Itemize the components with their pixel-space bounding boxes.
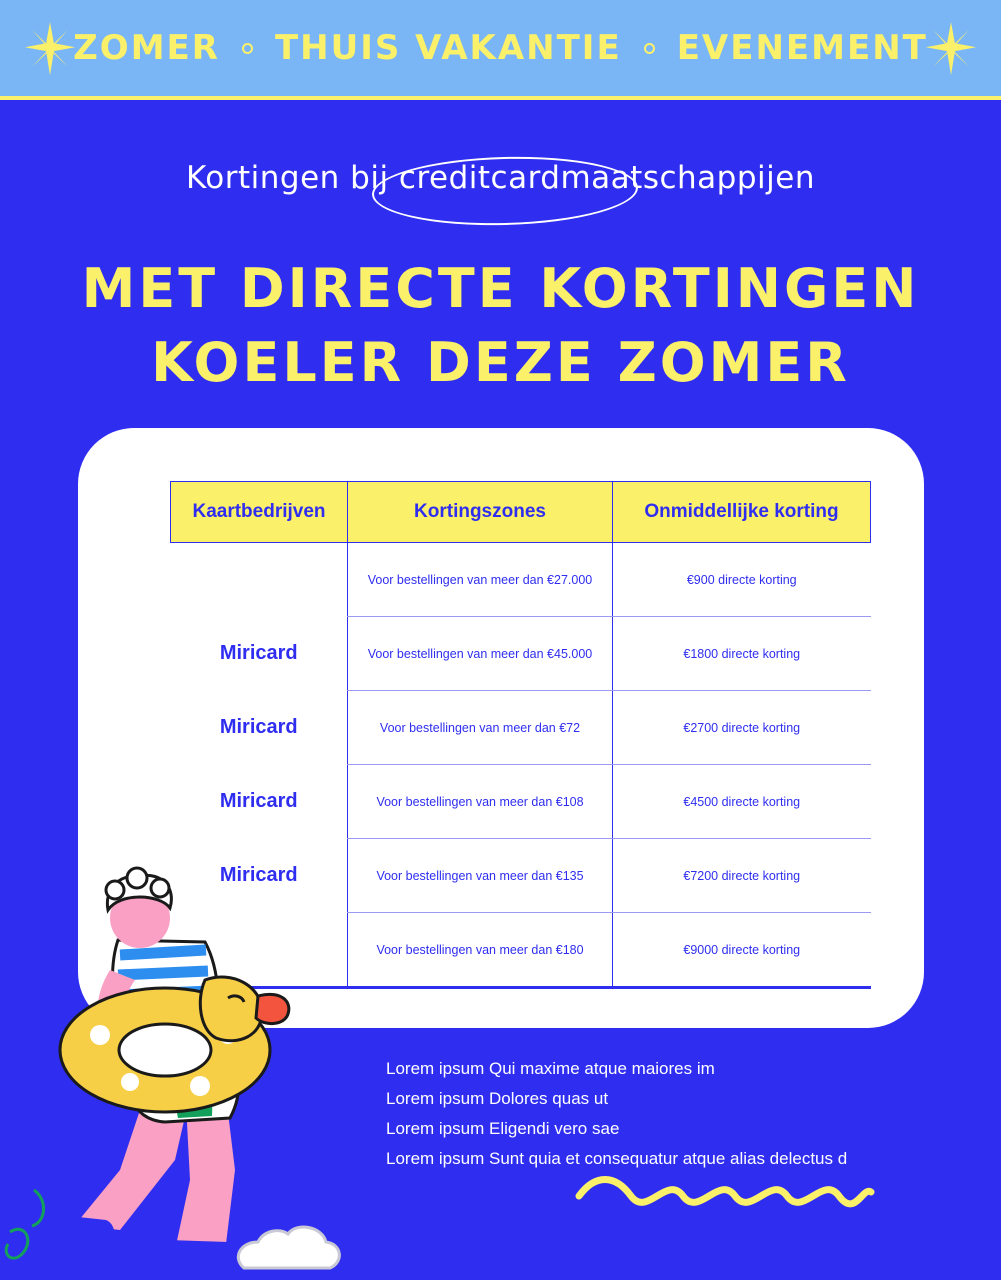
cell-zone: Voor bestellingen van meer dan €45.000 <box>348 617 613 691</box>
cell-zone: Voor bestellingen van meer dan €72 <box>348 691 613 765</box>
banner-separator-dot-2 <box>644 43 655 54</box>
cell-company: Miricard <box>219 642 298 664</box>
cell-discount: €4500 directe korting <box>613 765 871 839</box>
note-line: Lorem ipsum Eligendi vero sae <box>386 1119 620 1138</box>
headline-line-2: KOELER DEZE ZOMER <box>151 331 850 394</box>
banner-words <box>73 28 928 68</box>
column-header-discount: Onmiddellijke korting <box>613 482 871 543</box>
notes-list <box>386 1054 946 1174</box>
cell-discount: €9000 directe korting <box>613 913 871 988</box>
sparkle-icon-left <box>22 22 78 78</box>
cell-zone: Voor bestellingen van meer dan €27.000 <box>348 543 613 617</box>
banner-word-2: THUIS VAKANTIE <box>274 28 622 68</box>
cell-zone: Voor bestellingen van meer dan €180 <box>348 913 613 988</box>
banner-word-3: EVENEMENT <box>676 28 928 68</box>
banner-separator-dot-1 <box>242 43 253 54</box>
banner-word-1: ZOMER <box>73 28 220 68</box>
cell-zone: Voor bestellingen van meer dan €135 <box>348 839 613 913</box>
cell-zone: Voor bestellingen van meer dan €108 <box>348 765 613 839</box>
cell-discount: €1800 directe korting <box>613 617 871 691</box>
table-row <box>171 617 871 691</box>
subtitle-script: Kortingen bij creditcardmaatschappijen <box>186 160 815 196</box>
column-header-company: Kaartbedrijven <box>171 482 348 543</box>
sparkle-icon-right <box>923 22 979 78</box>
cell-discount: €2700 directe korting <box>613 691 871 765</box>
illustration-person-with-duck-float <box>0 830 400 1280</box>
column-header-zone: Kortingszones <box>348 482 613 543</box>
squiggle-underline <box>575 1172 875 1208</box>
table-row <box>171 691 871 765</box>
cell-discount: €7200 directe korting <box>613 839 871 913</box>
cell-company: Miricard <box>219 716 298 738</box>
table-row <box>171 765 871 839</box>
note-line: Lorem ipsum Sunt quia et consequatur atque alias delectus d <box>386 1149 848 1168</box>
note-line: Lorem ipsum Dolores quas ut <box>386 1089 609 1108</box>
table-header-row <box>171 482 871 543</box>
top-banner <box>0 0 1001 100</box>
page-title <box>0 252 1001 400</box>
cell-discount: €900 directe korting <box>613 543 871 617</box>
note-line: Lorem ipsum Qui maxime atque maiores im <box>386 1059 715 1078</box>
table-row <box>171 543 871 617</box>
cell-company: Miricard <box>219 790 298 812</box>
cell-company <box>171 543 348 617</box>
cell-company: Miricard <box>219 864 298 886</box>
headline-line-1: MET DIRECTE KORTINGEN <box>81 257 920 320</box>
